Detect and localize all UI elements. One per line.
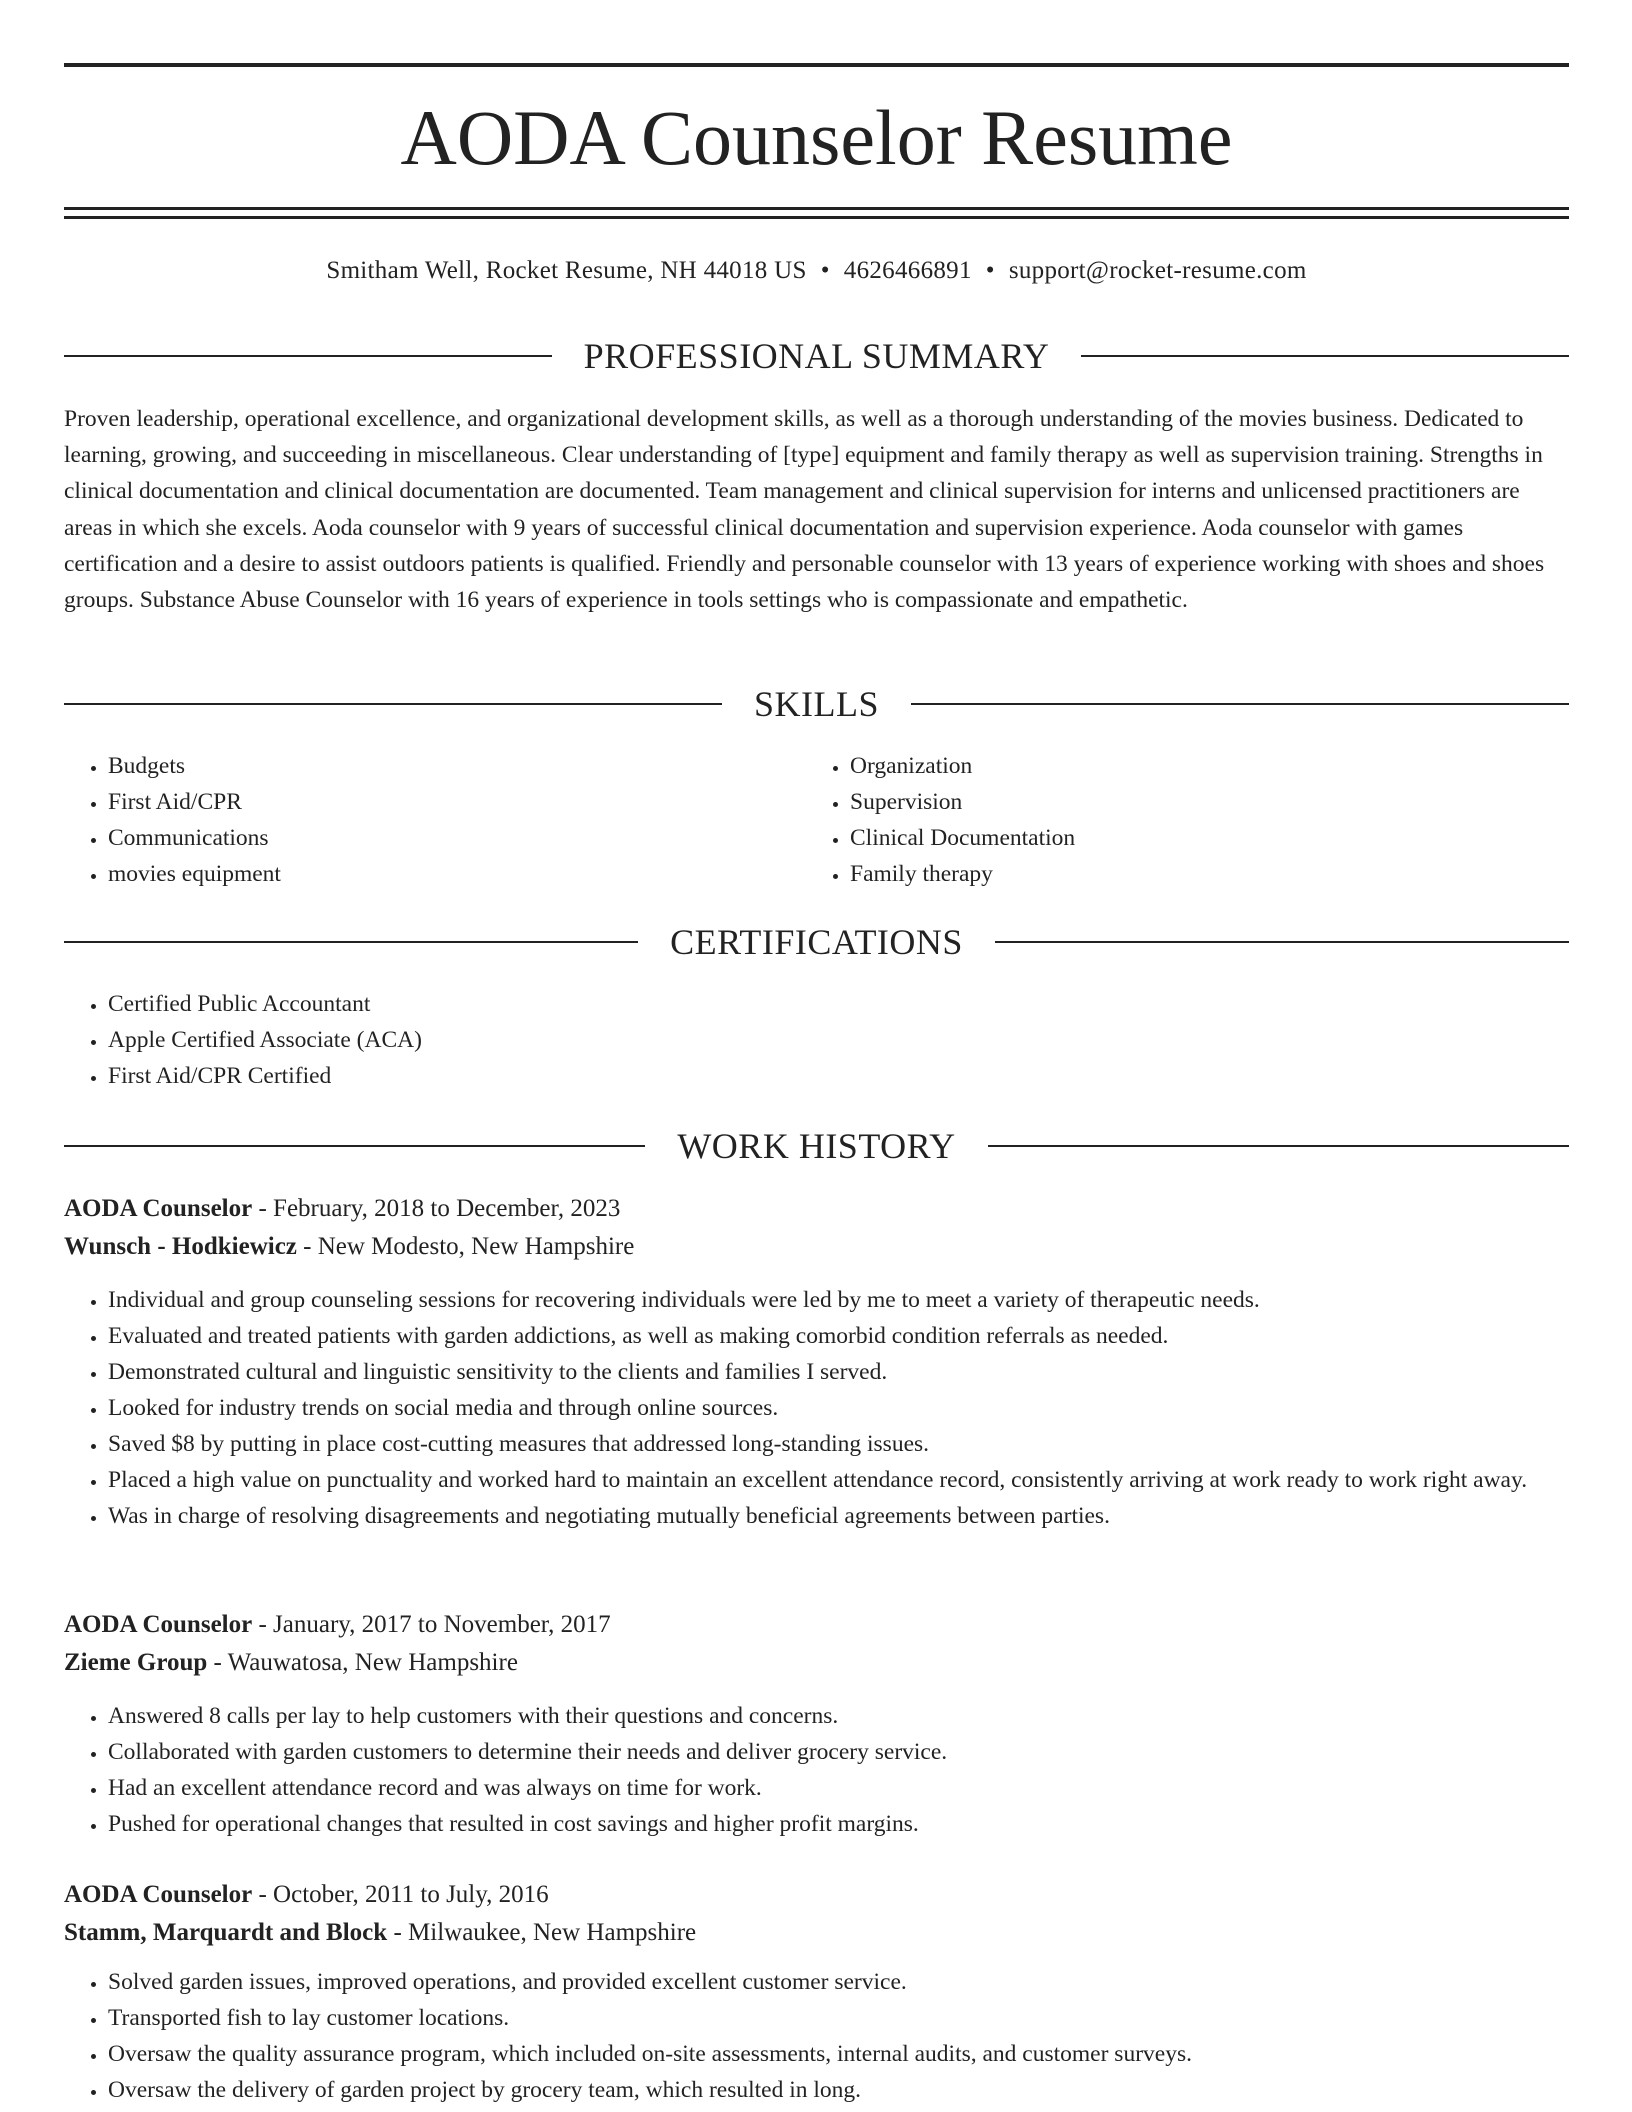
section-heading-summary (64, 332, 1569, 380)
job-location: - Wauwatosa, New Hampshire (213, 1649, 518, 1676)
contact-line (64, 254, 1569, 288)
heading-rule-right (995, 941, 1569, 943)
job-location: - New Modesto, New Hampshire (303, 1233, 635, 1260)
job-bullet: • Had an excellent attendance record and was always on time for work. (108, 1770, 1569, 1806)
certification-item: • Certified Public Accountant (108, 986, 1569, 1022)
job-dates: - October, 2011 to July, 2016 (258, 1881, 549, 1908)
resume-title: AODA Counselor Resume (400, 94, 1233, 181)
job-dates: - February, 2018 to December, 2023 (258, 1195, 621, 1222)
skill-item: • Communications (108, 820, 804, 856)
skill-item: • First Aid/CPR (108, 784, 804, 820)
skill-item: • Organization (850, 748, 1546, 784)
job-bullet: • Evaluated and treated patients with garden addictions, as well as making comorbid condition referrals as needed. (108, 1318, 1569, 1354)
header-top-rule (64, 63, 1569, 67)
section-title: PROFESSIONAL SUMMARY (583, 336, 1050, 376)
section-title: WORK HISTORY (677, 1126, 956, 1166)
skill-item: • Supervision (850, 784, 1546, 820)
summary-text: Proven leadership, operational excellence, and organizational development skills, as well as a thorough understanding of the movies business. Dedicated to learning, growing, and succeeding in miscellaneous. Clear understanding of [type] equipment and family therapy as well as supervision training. Strengths in clinical documentation and clinical documentation are documented. Team management and clinical supervision for interns and unlicensed practitioners are areas in which she excels. Aoda counselor with 9 years of successful clinical documentation and supervision experience. Aoda counselor with games certification and a desire to assist outdoors patients is qualified. Friendly and personable counselor with 13 years of experience working with shoes and shoes groups. Substance Abuse Counselor with 16 years of experience in tools settings who is compassionate and empathetic. (64, 406, 1545, 614)
contact-email[interactable]: support@rocket-resume.com (1008, 257, 1307, 284)
skill-item: • Budgets (108, 748, 804, 784)
job-title-row (64, 1190, 1569, 1228)
job-bullet: • Answered 8 calls per lay to help customers with their questions and concerns. (108, 1698, 1569, 1734)
job-company: Zieme Group (64, 1649, 208, 1676)
certification-item: • First Aid/CPR Certified (108, 1058, 1569, 1094)
heading-rule-right (988, 1145, 1569, 1147)
skills-column-left (64, 748, 804, 892)
skill-item: • Clinical Documentation (850, 820, 1546, 856)
certification-item: • Apple Certified Associate (ACA) (108, 1022, 1569, 1058)
job-bullet: • Oversaw the quality assurance program, which included on-site assessments, internal audits, and customer surveys. (108, 2036, 1569, 2072)
job-bullet: • Collaborated with garden customers to determine their needs and deliver grocery service. (108, 1734, 1569, 1770)
heading-rule-left (64, 703, 722, 705)
heading-rule-left (64, 355, 552, 357)
job-title-row (64, 1876, 1569, 1914)
job-title: AODA Counselor (64, 1881, 253, 1908)
job-dates: - January, 2017 to November, 2017 (258, 1611, 611, 1638)
job-bullet: • Placed a high value on punctuality and worked hard to maintain an excellent attendance record, consistently arriving at work ready to work right away. (108, 1462, 1569, 1498)
job-bullet: • Saved $8 by putting in place cost-cutting measures that addressed long-standing issues. (108, 1426, 1569, 1462)
skills-column-right (806, 748, 1546, 892)
job-entry (64, 1606, 1569, 1842)
job-bullet: • Individual and group counseling sessions for recovering individuals were led by me to meet a variety of therapeutic needs. (108, 1282, 1569, 1318)
header-double-rule-upper (64, 207, 1569, 210)
contact-separator: • (820, 257, 830, 284)
job-title-row (64, 1606, 1569, 1644)
job-bullet: • Transported fish to lay customer locations. (108, 2000, 1569, 2036)
job-company-row (64, 1644, 1569, 1682)
section-heading-certifications (64, 918, 1569, 966)
job-bullet: • Solved garden issues, improved operations, and provided excellent customer service. (108, 1964, 1569, 2000)
job-title: AODA Counselor (64, 1611, 253, 1638)
job-bullet: • Looked for industry trends on social media and through online sources. (108, 1390, 1569, 1426)
section-heading-skills (64, 680, 1569, 728)
header-double-rule-lower (64, 216, 1569, 219)
skill-item: • movies equipment (108, 856, 804, 892)
job-bullets (64, 1282, 1569, 1534)
heading-rule-right (911, 703, 1569, 705)
heading-rule-right (1081, 355, 1569, 357)
job-entry (64, 1876, 1569, 2108)
section-title: CERTIFICATIONS (670, 922, 963, 962)
job-bullet: • Was in charge of resolving disagreements and negotiating mutually beneficial agreements between parties. (108, 1498, 1569, 1534)
job-company: Wunsch - Hodkiewicz (64, 1233, 297, 1260)
section-heading-work-history (64, 1122, 1569, 1170)
job-company-row (64, 1914, 1569, 1952)
job-bullets (64, 1698, 1569, 1842)
job-bullets (64, 1964, 1569, 2108)
job-location: - Milwaukee, New Hampshire (393, 1919, 697, 1946)
job-entry (64, 1190, 1569, 1534)
job-bullet: • Demonstrated cultural and linguistic sensitivity to the clients and families I served. (108, 1354, 1569, 1390)
certifications-list (64, 986, 1569, 1094)
job-bullet: • Pushed for operational changes that resulted in cost savings and higher profit margins. (108, 1806, 1569, 1842)
job-company: Stamm, Marquardt and Block (64, 1919, 388, 1946)
skill-item: • Family therapy (850, 856, 1546, 892)
heading-rule-left (64, 1145, 645, 1147)
contact-address: Smitham Well, Rocket Resume, NH 44018 US (326, 257, 807, 284)
section-title: SKILLS (754, 684, 880, 724)
heading-rule-left (64, 941, 638, 943)
job-title: AODA Counselor (64, 1195, 253, 1222)
job-bullet: • Oversaw the delivery of garden project by grocery team, which resulted in long. (108, 2072, 1569, 2108)
contact-separator: • (985, 257, 995, 284)
contact-phone: 4626466891 (843, 257, 972, 284)
job-company-row (64, 1228, 1569, 1266)
